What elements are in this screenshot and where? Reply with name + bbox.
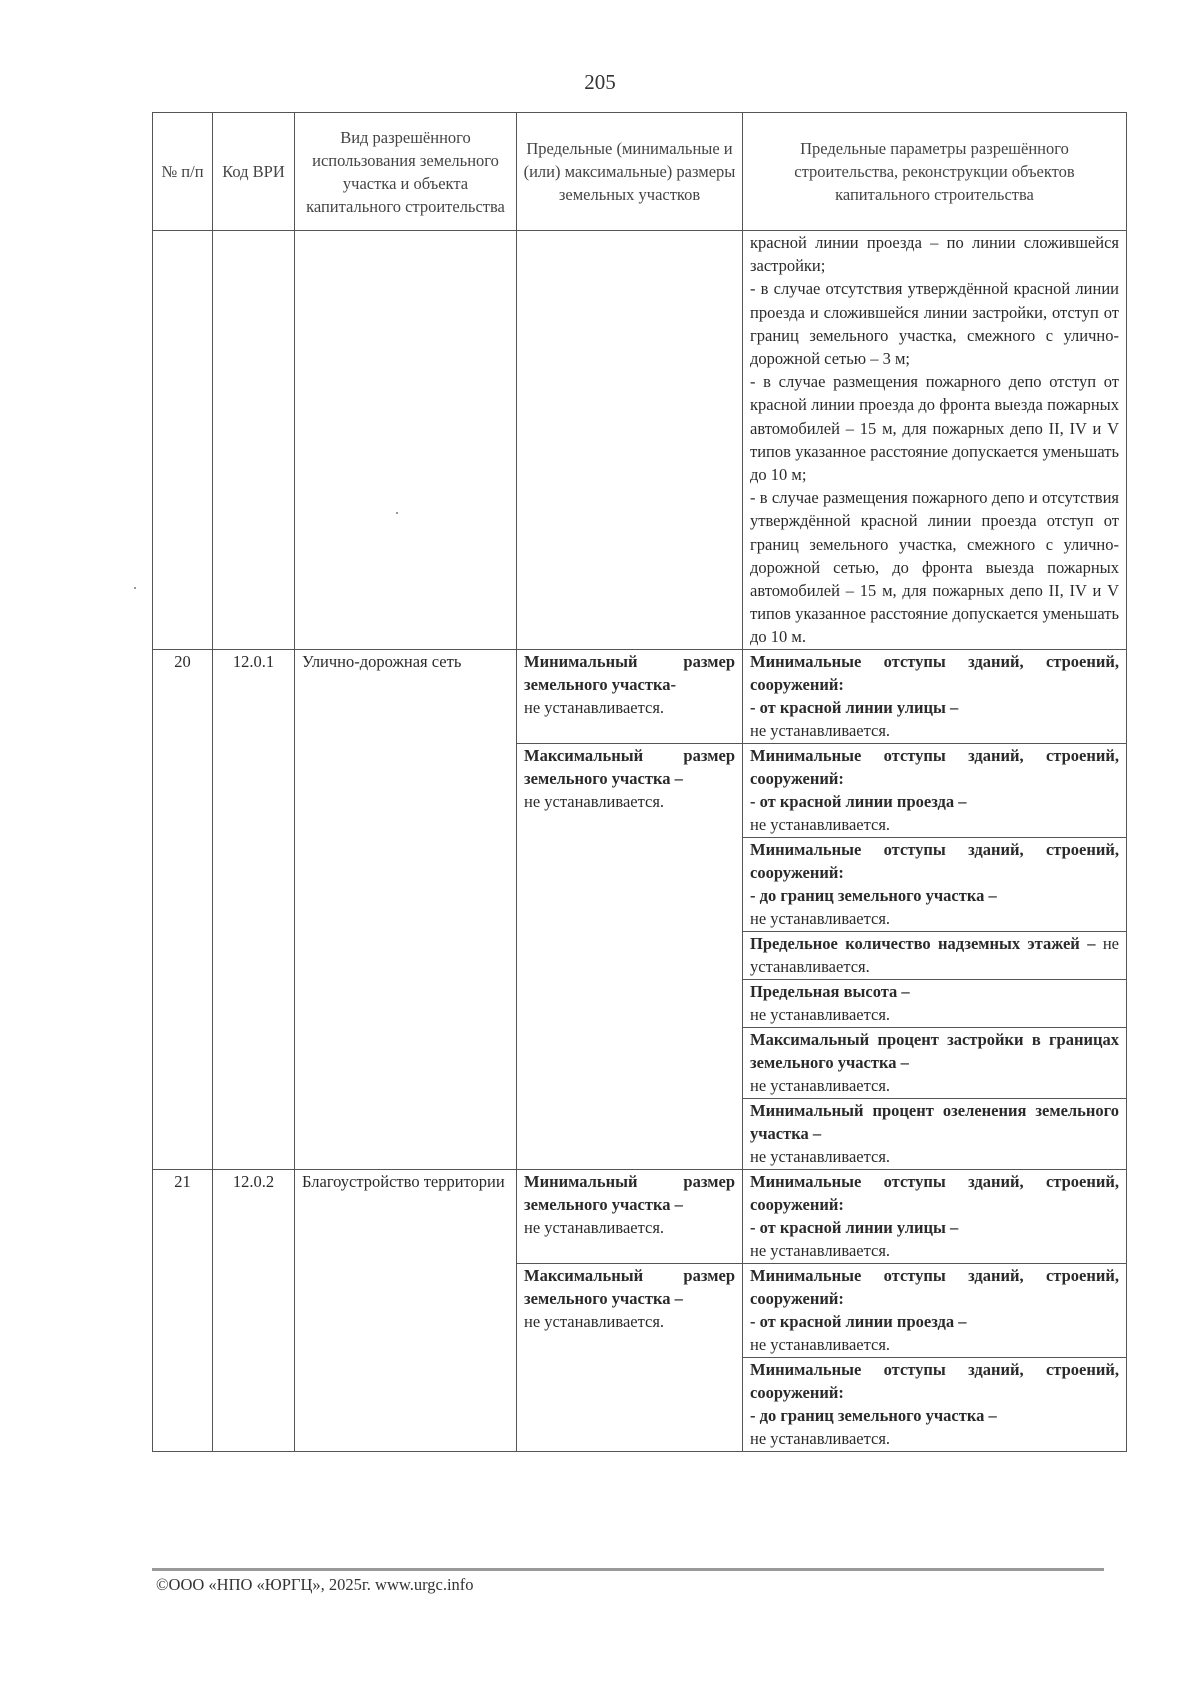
- cell-param: [743, 1357, 1127, 1451]
- max-size-value: не устанавливается.: [524, 1312, 665, 1332]
- param-title: Минимальные отступы зданий, строений, сооружений:: [750, 1265, 1119, 1308]
- row-use-name: Благоустройство территории: [295, 1169, 517, 1451]
- param-value: не устанавливается.: [750, 721, 891, 741]
- header-plot-sizes: Предельные (минимальные и (или) максимальные) размеры земельных участков: [517, 113, 743, 231]
- param-title: Минимальные отступы зданий, строений, сооружений:: [750, 1359, 1119, 1402]
- header-code: Код ВРИ: [213, 113, 295, 231]
- cell-param: [743, 743, 1127, 837]
- header-use-type: Вид разрешённого использования земельного участка и объекта капитального строительства: [295, 113, 517, 231]
- param-value: не устанавливается.: [750, 1004, 891, 1024]
- page-number: 205: [584, 70, 616, 94]
- row-number: 21: [153, 1169, 213, 1451]
- cell-param: [743, 649, 1127, 743]
- min-size-title: Минимальный размер земельного участка-: [524, 651, 735, 694]
- param-title: Минимальные отступы зданий, строений, сооружений:: [750, 839, 1119, 882]
- param-value: не устанавливается.: [750, 1335, 891, 1355]
- min-size-title: Минимальный размер земельного участка –: [524, 1171, 735, 1214]
- continuation-paragraph: - в случае отсутствия утверждённой красной линии проезда и сложившейся линии застройки, отступ от границ земельного участка, смежного с улично-дорожной сетью – 3 м;: [750, 279, 1119, 369]
- param-item: - от красной линии проезда –: [750, 1312, 967, 1332]
- param-item: - от красной линии улицы –: [750, 1218, 959, 1238]
- param-title: Минимальные отступы зданий, строений, сооружений:: [750, 1171, 1119, 1214]
- continuation-paragraph: - в случае размещения пожарного депо отступ от красной линии проезда до фронта выезда пожарных автомобилей – 15 м, для пожарных депо II, IV и V типов указанное расстояние допускается уменьшать до 10 м;: [750, 372, 1119, 485]
- param-title: Предельная высота –: [750, 981, 910, 1001]
- param-title: Предельное количество надземных этажей –: [750, 933, 1096, 953]
- footer-rule: [152, 1568, 1104, 1571]
- param-item: - до границ земельного участка –: [750, 886, 997, 906]
- regulations-table: [152, 112, 1127, 1452]
- cell-empty: [213, 231, 295, 650]
- param-value: не устанавливается.: [750, 1076, 891, 1096]
- min-size-value: не устанавливается.: [524, 698, 665, 718]
- table-row: [153, 649, 1127, 743]
- max-size-value: не устанавливается.: [524, 792, 665, 812]
- min-size-value: не устанавливается.: [524, 1218, 665, 1238]
- cell-empty: [517, 231, 743, 650]
- param-value: не устанавливается.: [750, 1241, 891, 1261]
- cell-param: [743, 1027, 1127, 1098]
- param-item: - до границ земельного участка –: [750, 1406, 997, 1426]
- cell-param: [743, 979, 1127, 1027]
- param-value: не устанавливается.: [750, 815, 891, 835]
- cell-empty: [295, 231, 517, 650]
- header-construction-params: Предельные параметры разрешённого строительства, реконструкции объектов капитального строительства: [743, 113, 1127, 231]
- param-title: Минимальные отступы зданий, строений, сооружений:: [750, 651, 1119, 694]
- row-code: 12.0.2: [213, 1169, 295, 1451]
- scan-speck: [396, 512, 398, 514]
- footer-copyright: ©ООО «НПО «ЮРГЦ», 2025г. www.urgc.info: [156, 1575, 474, 1594]
- max-size-title: Максимальный размер земельного участка –: [524, 745, 735, 788]
- param-title: Минимальные отступы зданий, строений, сооружений:: [750, 745, 1119, 788]
- table-row: [153, 1169, 1127, 1263]
- param-value: не устанавливается.: [750, 933, 1119, 976]
- param-value: не устанавливается.: [750, 1429, 891, 1449]
- param-title: Минимальный процент озеленения земельного участка –: [750, 1100, 1119, 1143]
- cell-param: [743, 1169, 1127, 1263]
- cell-param: [743, 1263, 1127, 1357]
- header-number: № п/п: [153, 113, 213, 231]
- cell-max-size: [517, 1263, 743, 1451]
- row-code: 12.0.1: [213, 649, 295, 1169]
- param-item: - от красной линии проезда –: [750, 792, 967, 812]
- param-value: не устанавливается.: [750, 1147, 891, 1167]
- cell-param: [743, 931, 1127, 979]
- max-size-title: Максимальный размер земельного участка –: [524, 1265, 735, 1308]
- param-item: - от красной линии улицы –: [750, 698, 959, 718]
- cell-max-size: [517, 743, 743, 1169]
- cell-param: [743, 1098, 1127, 1169]
- cell-continuation-params: [743, 231, 1127, 650]
- table-row-continuation: [153, 231, 1127, 650]
- cell-min-size: [517, 649, 743, 743]
- continuation-paragraph: - в случае размещения пожарного депо и отсутствия утверждённой красной линии проезда отступ от границ земельного участка, смежного с улично-дорожной сетью, до фронта выезда пожарных автомобилей – 15 м, для пожарных депо II, IV и V типов указанное расстояние допускается уменьшать до 10 м.: [750, 488, 1119, 647]
- table-header-row: [153, 113, 1127, 231]
- param-value: не устанавливается.: [750, 909, 891, 929]
- scan-speck: [134, 587, 136, 589]
- row-number: 20: [153, 649, 213, 1169]
- cell-empty: [153, 231, 213, 650]
- continuation-paragraph: красной линии проезда – по линии сложившейся застройки;: [750, 233, 1119, 276]
- cell-min-size: [517, 1169, 743, 1263]
- param-title: Максимальный процент застройки в границах земельного участка –: [750, 1029, 1119, 1072]
- row-use-name: Улично-дорожная сеть: [295, 649, 517, 1169]
- cell-param: [743, 837, 1127, 931]
